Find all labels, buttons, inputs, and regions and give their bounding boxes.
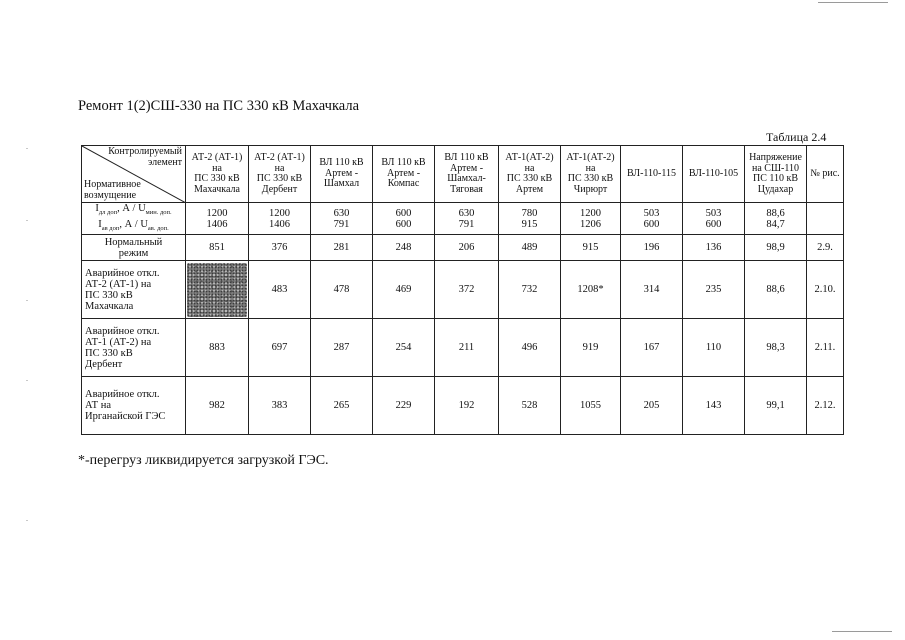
value-cell: 851 xyxy=(186,235,249,261)
scan-edge-mark xyxy=(26,300,28,301)
scan-edge-mark xyxy=(26,520,28,521)
header-row xyxy=(82,146,844,203)
column-header-1: АТ-2 (АТ-1) на ПС 330 кВ Махачкала xyxy=(186,146,249,203)
value-cell: 248 xyxy=(373,235,435,261)
limit-cell-3: 630 791 xyxy=(311,203,373,235)
limit-cell-4: 600 600 xyxy=(373,203,435,235)
redacted-cell xyxy=(186,261,249,319)
scan-edge-mark xyxy=(26,220,28,221)
value-cell: 235 xyxy=(683,261,745,319)
value-cell: 2.9. xyxy=(807,235,844,261)
column-header-4: ВЛ 110 кВ Артем - Компас xyxy=(373,146,435,203)
value-cell: 372 xyxy=(435,261,499,319)
value-cell: 254 xyxy=(373,319,435,377)
table-row xyxy=(82,319,844,377)
limit-cell-9: 503 600 xyxy=(683,203,745,235)
value-cell: 919 xyxy=(561,319,621,377)
value-cell: 496 xyxy=(499,319,561,377)
scan-noise-block xyxy=(187,263,247,317)
value-cell: 196 xyxy=(621,235,683,261)
load-flow-table xyxy=(81,145,844,435)
scan-edge-mark xyxy=(26,380,28,381)
corner-header-cell xyxy=(82,146,186,203)
column-header-7: АТ-1(АТ-2) на ПС 330 кВ Чирюрт xyxy=(561,146,621,203)
value-cell: 88,6 xyxy=(745,261,807,319)
value-cell: 167 xyxy=(621,319,683,377)
value-cell: 229 xyxy=(373,377,435,435)
limit-cell-10: 88,6 84,7 xyxy=(745,203,807,235)
scan-artifact-bottom xyxy=(832,631,892,632)
value-cell: 143 xyxy=(683,377,745,435)
value-cell: 281 xyxy=(311,235,373,261)
value-cell: 265 xyxy=(311,377,373,435)
column-header-10: Напряжение на СШ-110 ПС 110 кВ Цудахар xyxy=(745,146,807,203)
column-header-11: № рис. xyxy=(807,146,844,203)
limit-cell-6: 780 915 xyxy=(499,203,561,235)
value-cell: 982 xyxy=(186,377,249,435)
limit-cell-8: 503 600 xyxy=(621,203,683,235)
column-header-3: ВЛ 110 кВ Артем - Шамхал xyxy=(311,146,373,203)
value-cell: 883 xyxy=(186,319,249,377)
value-cell: 136 xyxy=(683,235,745,261)
column-header-6: АТ-1(АТ-2) на ПС 330 кВ Артем xyxy=(499,146,561,203)
value-cell: 478 xyxy=(311,261,373,319)
value-cell: 697 xyxy=(249,319,311,377)
limits-label-cell: $I_{дл доп}$, А / $U_{мин. доп.}$ $I_{ав доп}$, А / $U_{ав. доп.}$ xyxy=(82,203,186,235)
limit-cell-2: 1200 1406 xyxy=(249,203,311,235)
value-cell: 1055 xyxy=(561,377,621,435)
column-header-8: ВЛ-110-115 xyxy=(621,146,683,203)
value-cell: 314 xyxy=(621,261,683,319)
corner-top-label: Контролируемый элемент xyxy=(108,146,182,168)
footnote: *-перегруз ликвидируется загрузкой ГЭС. xyxy=(78,453,329,468)
value-cell: 2.10. xyxy=(807,261,844,319)
limits-row xyxy=(82,203,844,235)
limit-cell-5: 630 791 xyxy=(435,203,499,235)
value-cell: 98,3 xyxy=(745,319,807,377)
column-header-2: АТ-2 (АТ-1) на ПС 330 кВ Дербент xyxy=(249,146,311,203)
table-number: Таблица 2.4 xyxy=(766,130,827,144)
value-cell: 287 xyxy=(311,319,373,377)
value-cell: 383 xyxy=(249,377,311,435)
row-label: Аварийное откл. АТ-2 (АТ-1) на ПС 330 кВ Махачкала xyxy=(82,261,186,319)
corner-bottom-label: Нормативное возмущение xyxy=(84,179,141,201)
value-cell: 732 xyxy=(499,261,561,319)
scan-edge-mark xyxy=(26,148,28,149)
value-cell: 110 xyxy=(683,319,745,377)
value-cell: 206 xyxy=(435,235,499,261)
value-cell: 489 xyxy=(499,235,561,261)
row-label: Нормальный режим xyxy=(82,235,186,261)
limit-cell-7: 1200 1206 xyxy=(561,203,621,235)
limit-cell-1: 1200 1406 xyxy=(186,203,249,235)
row-label: Аварийное откл. АТ на Ирганайской ГЭС xyxy=(82,377,186,435)
table-row xyxy=(82,235,844,261)
value-cell: 1208* xyxy=(561,261,621,319)
value-cell: 376 xyxy=(249,235,311,261)
value-cell: 192 xyxy=(435,377,499,435)
document-title: Ремонт 1(2)СШ-330 на ПС 330 кВ Махачкала xyxy=(78,98,360,114)
value-cell: 205 xyxy=(621,377,683,435)
value-cell: 98,9 xyxy=(745,235,807,261)
value-cell: 469 xyxy=(373,261,435,319)
value-cell: 915 xyxy=(561,235,621,261)
column-header-9: ВЛ-110-105 xyxy=(683,146,745,203)
column-header-5: ВЛ 110 кВ Артем - Шамхал- Тяговая xyxy=(435,146,499,203)
limit-cell-11 xyxy=(807,203,844,235)
value-cell: 2.11. xyxy=(807,319,844,377)
table-row xyxy=(82,377,844,435)
value-cell: 2.12. xyxy=(807,377,844,435)
value-cell: 528 xyxy=(499,377,561,435)
table-row xyxy=(82,261,844,319)
value-cell: 99,1 xyxy=(745,377,807,435)
value-cell: 483 xyxy=(249,261,311,319)
scan-artifact-top xyxy=(818,2,888,3)
value-cell: 211 xyxy=(435,319,499,377)
row-label: Аварийное откл. АТ-1 (АТ-2) на ПС 330 кВ Дербент xyxy=(82,319,186,377)
